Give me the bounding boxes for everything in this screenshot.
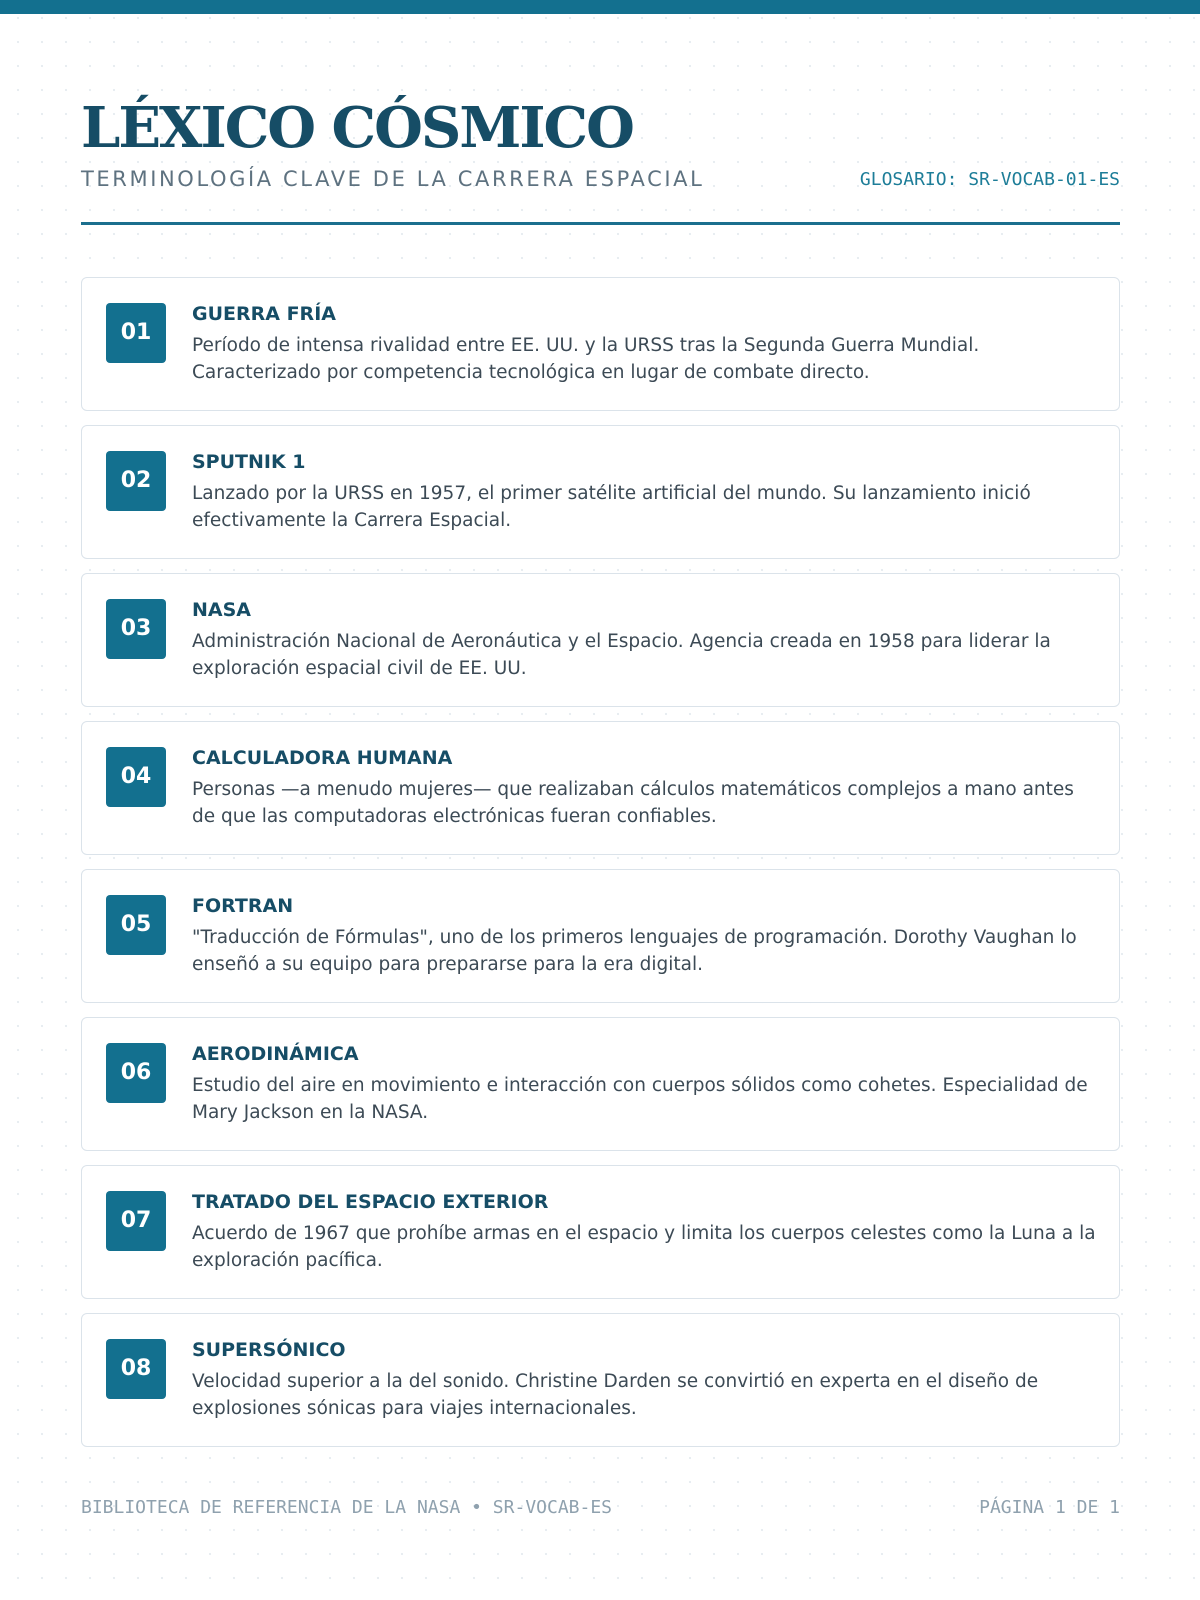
term-card bbox=[81, 721, 1120, 855]
term-name: SPUTNIK 1 bbox=[192, 451, 306, 473]
term-definition: "Traducción de Fórmulas", uno de los primeros lenguajes de programación. Dorothy Vaughan lo enseñó a su equipo para prepararse para la era digital. bbox=[192, 927, 1077, 975]
term-number-badge: 03 bbox=[106, 599, 166, 659]
term-name: TRATADO DEL ESPACIO EXTERIOR bbox=[192, 1191, 549, 1213]
term-definition: Acuerdo de 1967 que prohíbe armas en el espacio y limita los cuerpos celestes como la Luna a la exploración pacífica. bbox=[192, 1223, 1096, 1271]
term-number-badge: 02 bbox=[106, 451, 166, 511]
term-number-badge: 08 bbox=[106, 1339, 166, 1399]
term-definition: Velocidad superior a la del sonido. Christine Darden se convirtió en experta en el diseño de explosiones sónicas para viajes internacionales. bbox=[192, 1371, 1039, 1419]
page-header bbox=[81, 90, 1120, 225]
term-name: FORTRAN bbox=[192, 895, 294, 917]
term-name: CALCULADORA HUMANA bbox=[192, 747, 453, 769]
term-definition: Período de intensa rivalidad entre EE. UU. y la URSS tras la Segunda Guerra Mundial. Caracterizado por competencia tecnológica en lugar de combate directo. bbox=[192, 335, 980, 383]
term-name: AERODINÁMICA bbox=[192, 1043, 359, 1065]
footer-page-number: PÁGINA 1 DE 1 bbox=[979, 1497, 1120, 1518]
footer-source: BIBLIOTECA DE REFERENCIA DE LA NASA • SR-VOCAB-ES bbox=[81, 1497, 613, 1518]
term-card bbox=[81, 869, 1120, 1003]
term-number-badge: 01 bbox=[106, 303, 166, 363]
term-card bbox=[81, 1313, 1120, 1447]
term-card bbox=[81, 1165, 1120, 1299]
top-accent-bar bbox=[0, 0, 1200, 14]
term-definition: Estudio del aire en movimiento e interacción con cuerpos sólidos como cohetes. Especialidad de Mary Jackson en la NASA. bbox=[192, 1075, 1088, 1123]
term-name: SUPERSÓNICO bbox=[192, 1339, 346, 1361]
term-number-badge: 06 bbox=[106, 1043, 166, 1103]
term-card bbox=[81, 1017, 1120, 1151]
page-subtitle: TERMINOLOGÍA CLAVE DE LA CARRERA ESPACIAL bbox=[81, 167, 705, 191]
term-number-badge: 04 bbox=[106, 747, 166, 807]
page-title: LÉXICO CÓSMICO bbox=[81, 95, 633, 161]
term-card bbox=[81, 573, 1120, 707]
term-name: GUERRA FRÍA bbox=[192, 303, 336, 325]
term-card bbox=[81, 425, 1120, 559]
term-number-badge: 07 bbox=[106, 1191, 166, 1251]
term-definition: Personas —a menudo mujeres— que realizaban cálculos matemáticos complejos a mano antes de que las computadoras electrónicas fueran confiables. bbox=[192, 779, 1074, 827]
term-card bbox=[81, 277, 1120, 411]
glossary-id: GLOSARIO: SR-VOCAB-01-ES bbox=[859, 169, 1120, 190]
term-name: NASA bbox=[192, 599, 251, 621]
page-footer bbox=[81, 1493, 1120, 1523]
term-number-badge: 05 bbox=[106, 895, 166, 955]
term-list bbox=[81, 277, 1120, 1461]
term-definition: Administración Nacional de Aeronáutica y el Espacio. Agencia creada en 1958 para liderar la exploración espacial civil de EE. UU. bbox=[192, 631, 1051, 679]
term-definition: Lanzado por la URSS en 1957, el primer satélite artificial del mundo. Su lanzamiento inició efectivamente la Carrera Espacial. bbox=[192, 483, 1031, 531]
